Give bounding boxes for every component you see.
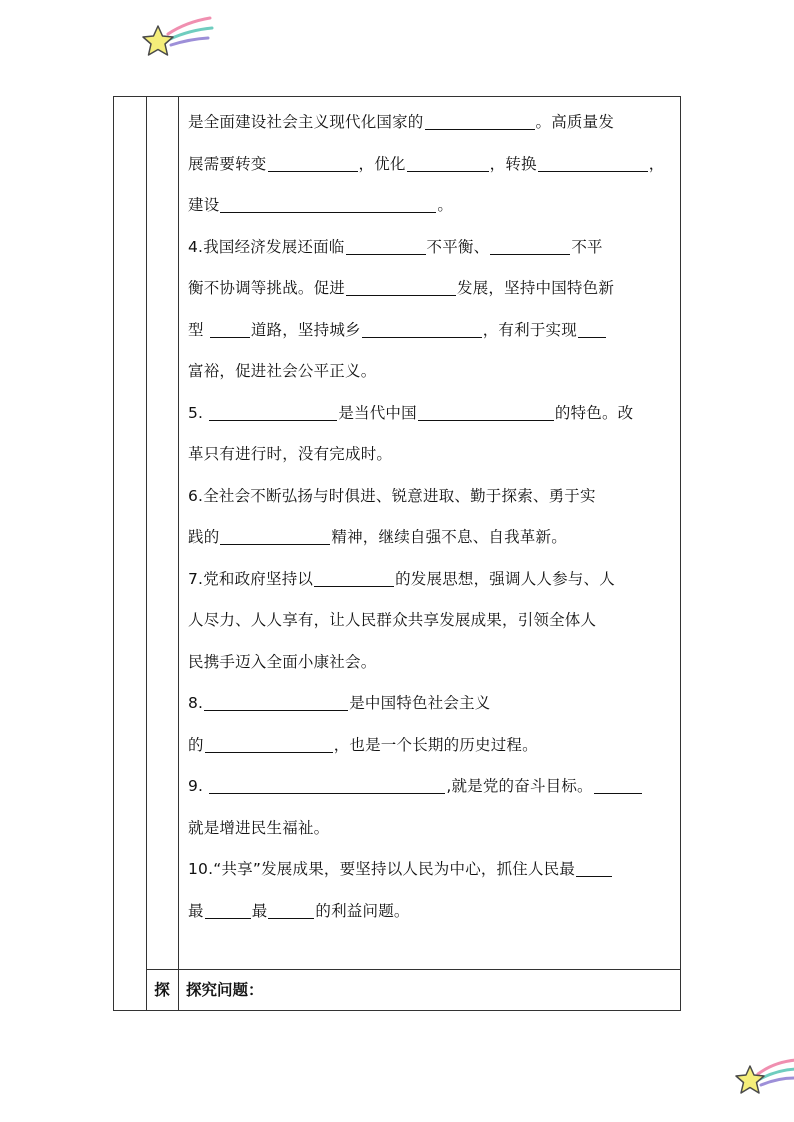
answer-blank[interactable]: [346, 237, 426, 254]
answer-blank[interactable]: [205, 901, 251, 918]
answer-blank[interactable]: [205, 735, 333, 752]
explore-question-title: 探究问题：: [186, 981, 264, 999]
answer-blank[interactable]: [425, 113, 535, 130]
text-line: 衡不协调等挑战。促进 发展，坚持中国特色新: [188, 279, 615, 297]
answer-blank[interactable]: [490, 237, 570, 254]
text-line: 型 道路，坚持城乡 ，有利于实现: [188, 310, 678, 352]
text-line: 最 最 的利益问题。: [188, 901, 410, 920]
answer-blank[interactable]: [268, 901, 314, 918]
answer-blank[interactable]: [210, 320, 250, 337]
text-line: 展需要转变 ，优化 ，转换 ，: [188, 154, 665, 173]
text-line: 践的 精神，继续自强不息、自我革新。: [188, 528, 567, 546]
answer-blank[interactable]: [407, 154, 489, 171]
answer-blank[interactable]: [209, 403, 337, 420]
text-line: 民携手迈入全面小康社会。: [188, 652, 377, 671]
answer-blank[interactable]: [204, 694, 348, 711]
answer-blank[interactable]: [220, 528, 330, 545]
text-line: 是全面建设社会主义现代化国家的 。高质量发: [188, 113, 615, 131]
worksheet-table: [113, 96, 681, 1011]
text-line: 人尽力、人人享有，让人民群众共享发展成果，引领全体人: [188, 611, 597, 629]
explore-label: 探: [154, 981, 170, 999]
text-line: 4.我国经济发展还面临 不平衡、 不平: [188, 237, 603, 256]
answer-blank[interactable]: [220, 196, 436, 213]
answer-blank[interactable]: [578, 320, 606, 337]
text-line: 5. 是当代中国 的特色。改: [188, 403, 634, 422]
answer-blank[interactable]: [346, 279, 456, 296]
text-line: 的 ，也是一个长期的历史过程。: [188, 735, 538, 754]
text-line: 建设 。: [188, 196, 454, 214]
answer-blank[interactable]: [594, 777, 642, 794]
text-line: 就是增进民生福祉。: [188, 818, 330, 837]
fill-in-blank-content: [188, 102, 678, 932]
shooting-star-icon: [138, 14, 218, 62]
text-line: 革只有进行时，没有完成时。: [188, 445, 393, 463]
text-line: 6.全社会不断弘扬与时俱进、锐意进取、勤于探索、勇于实: [188, 486, 596, 505]
answer-blank[interactable]: [314, 569, 394, 586]
answer-blank[interactable]: [538, 154, 648, 171]
answer-blank[interactable]: [209, 777, 445, 794]
shooting-star-icon: [732, 1056, 794, 1100]
answer-blank[interactable]: [362, 320, 482, 337]
text-line: 7.党和政府坚持以 的发展思想，强调人人参与、人: [188, 569, 615, 588]
answer-blank[interactable]: [268, 154, 358, 171]
answer-blank[interactable]: [576, 860, 612, 877]
text-line: 富裕，促进社会公平正义。: [188, 362, 377, 380]
column-divider: [178, 97, 179, 1010]
text-line: 9. ,就是党的奋斗目标。: [188, 766, 678, 808]
column-divider: [146, 97, 147, 1010]
text-line: 8. 是中国特色社会主义: [188, 694, 491, 712]
answer-blank[interactable]: [418, 403, 554, 420]
text-line: 10.“共享”发展成果，要坚持以人民为中心，抓住人民最: [188, 849, 678, 891]
